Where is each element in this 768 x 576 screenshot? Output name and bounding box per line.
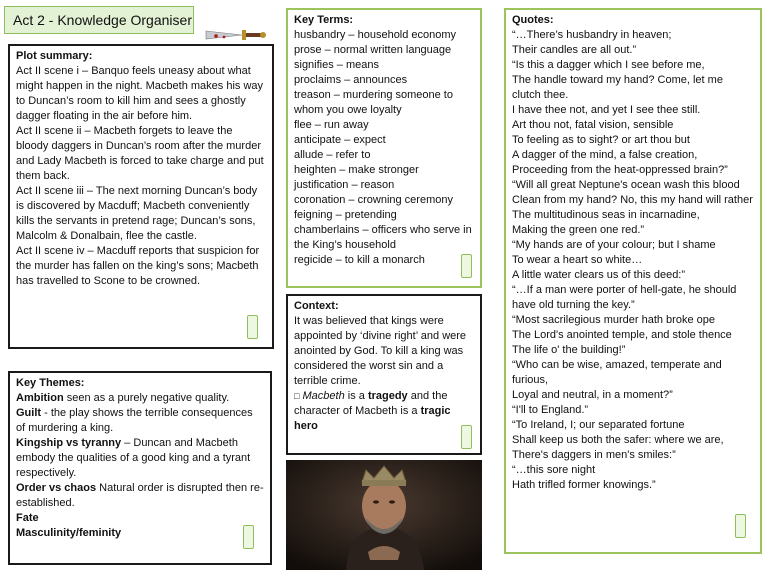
term-item: proclaims – announces bbox=[294, 74, 408, 86]
quote-line: Their candles are all out.” bbox=[512, 44, 637, 56]
quote-line: A dagger of the mind, a false creation, bbox=[512, 149, 698, 161]
key-themes-panel bbox=[8, 371, 272, 565]
quote-line: Making the green one red.” bbox=[512, 224, 645, 236]
context-play-title: Macbeth bbox=[302, 390, 345, 402]
quote-line: “I'll to England.” bbox=[512, 404, 589, 416]
quotes-panel bbox=[504, 8, 762, 554]
term-item: treason – murdering someone to whom you owe loyalty bbox=[294, 89, 453, 116]
context-text: It was believed that kings were appointed by ‘divine right’ and were anointed by God. To kill a king was considered the worst sin and a terrible crime. bbox=[294, 315, 467, 387]
theme-item: Kingship vs tyranny – Duncan and Macbeth embody the qualities of a good king and a tyrant respectively. bbox=[16, 437, 251, 479]
term-item: regicide – to kill a monarch bbox=[294, 254, 425, 266]
quote-line: “To Ireland, I; our separated fortune bbox=[512, 419, 685, 431]
term-item: husbandry – household economy bbox=[294, 29, 457, 41]
plot-scene-1: Act II scene i – Banquo feels uneasy about what might happen in the night. Macbeth makes his way to Duncan’s room to kill him and sees a ghostly dagger floating in the air before him. bbox=[16, 65, 264, 122]
plot-summary-panel bbox=[8, 44, 274, 349]
dagger-icon bbox=[204, 26, 268, 44]
plot-summary-heading: Plot summary: bbox=[16, 50, 93, 62]
quote-line: “Will all great Neptune's ocean wash this blood bbox=[512, 179, 740, 191]
quote-line: “My hands are of your colour; but I shame bbox=[512, 239, 716, 251]
term-item: allude – refer to bbox=[294, 149, 371, 161]
quote-line: “…There’s husbandry in heaven; bbox=[512, 29, 672, 41]
quote-line: The life o' the building!” bbox=[512, 344, 626, 356]
term-item: prose – normal written language bbox=[294, 44, 452, 56]
context-symbol: □ bbox=[294, 391, 300, 401]
quote-line: The multitudinous seas in incarnadine, bbox=[512, 209, 700, 221]
page-title: Act 2 - Knowledge Organiser bbox=[4, 6, 194, 34]
quote-line: To feeling as to sight? or art thou but bbox=[512, 134, 690, 146]
quote-line: Art thou not, fatal vision, sensible bbox=[512, 119, 674, 131]
term-item: coronation – crowning ceremony bbox=[294, 194, 453, 206]
context-panel bbox=[286, 294, 482, 455]
plot-scene-4: Act II scene iv – Macduff reports that suspicion for the murder has fallen on the king’s sons; Macbeth has travelled to Scone to be crowned. bbox=[16, 245, 260, 287]
checkbox-icon[interactable] bbox=[461, 254, 472, 278]
quote-line: “…If a man were porter of hell-gate, he should have old turning the key.” bbox=[512, 284, 737, 311]
key-themes-heading: Key Themes: bbox=[16, 377, 85, 389]
quote-line: Hath trifled former knowings.” bbox=[512, 479, 656, 491]
term-item: chamberlains – officers who serve in the King’s household bbox=[294, 224, 472, 251]
checkbox-icon[interactable] bbox=[247, 315, 258, 339]
plot-scene-3: Act II scene iii – The next morning Duncan’s body is discovered by Macduff; Macbeth conveniently kills the servants in pretend rage; Duncan’s sons, Malcolm & Donalbain, flee the castle. bbox=[16, 185, 258, 242]
quote-line: The Lord's anointed temple, and stole thence bbox=[512, 329, 732, 341]
quote-line: Loyal and neutral, in a moment?” bbox=[512, 389, 673, 401]
theme-item: Masculinity/feminity bbox=[16, 527, 122, 539]
quote-line: “Most sacrilegious murder hath broke ope bbox=[512, 314, 715, 326]
term-item: heighten – make stronger bbox=[294, 164, 419, 176]
quotes-heading: Quotes: bbox=[512, 14, 554, 26]
quote-line: “…this sore night bbox=[512, 464, 596, 476]
quote-line: Shall keep us both the safer: where we are, bbox=[512, 434, 724, 446]
context-tragedy-line: □ Macbeth is a tragedy and the character of Macbeth is a tragic hero bbox=[294, 390, 451, 432]
quote-line: Clean from my hand? No, this my hand will rather bbox=[512, 194, 753, 206]
quote-line: “Who can be wise, amazed, temperate and furious, bbox=[512, 359, 722, 386]
quote-line: There's daggers in men's smiles:” bbox=[512, 449, 676, 461]
theme-item: Ambition seen as a purely negative quality. bbox=[16, 392, 230, 404]
term-item: signifies – means bbox=[294, 59, 379, 71]
quote-line: The handle toward my hand? Come, let me clutch thee. bbox=[512, 74, 723, 101]
plot-scene-2: Act II scene ii – Macbeth forgets to leave the bloody daggers in Duncan’s room after the murder and Lady Macbeth is forced to take charge and put them back. bbox=[16, 125, 264, 182]
context-heading: Context: bbox=[294, 300, 339, 312]
quote-line: “Is this a dagger which I see before me, bbox=[512, 59, 705, 71]
theme-item: Order vs chaos Natural order is disrupted then re-established. bbox=[16, 482, 264, 509]
key-terms-heading: Key Terms: bbox=[294, 14, 354, 26]
term-item: justification – reason bbox=[294, 179, 395, 191]
term-item: flee – run away bbox=[294, 119, 369, 131]
term-item: anticipate – expect bbox=[294, 134, 386, 146]
checkbox-icon[interactable] bbox=[735, 514, 746, 538]
theme-item: Fate bbox=[16, 512, 39, 524]
term-item: feigning – pretending bbox=[294, 209, 397, 221]
quote-line: Proceeding from the heat-oppressed brain?” bbox=[512, 164, 728, 176]
key-terms-panel bbox=[286, 8, 482, 288]
checkbox-icon[interactable] bbox=[243, 525, 254, 549]
quote-line: A little water clears us of this deed:” bbox=[512, 269, 686, 281]
theme-item: Guilt - the play shows the terrible consequences of murdering a king. bbox=[16, 407, 253, 434]
quote-line: I have thee not, and yet I see thee still. bbox=[512, 104, 701, 116]
checkbox-icon[interactable] bbox=[461, 425, 472, 449]
quote-line: To wear a heart so white… bbox=[512, 254, 643, 266]
macbeth-photo bbox=[286, 460, 482, 570]
